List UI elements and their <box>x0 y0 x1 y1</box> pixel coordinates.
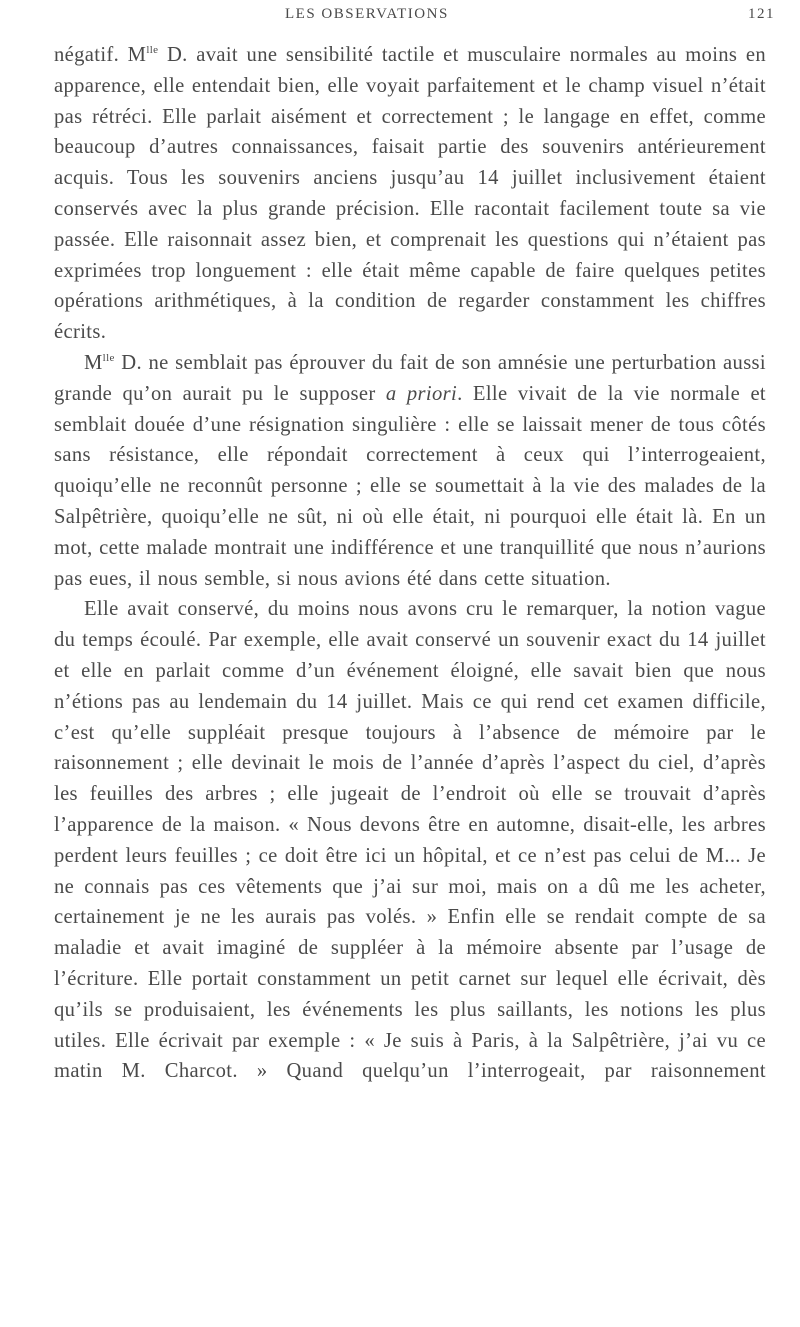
paragraph-text: M <box>84 351 103 374</box>
running-title: LES OBSERVATIONS <box>285 6 449 22</box>
paragraph-text: . Elle vivait de la vie normale et semblait douée d’une résignation singulière : elle se laissait mener de tous côtés sans résistance, elle répondait correctement à ceux qui l’interrogeaient, quoiqu’elle ne reconnût personne ; elle se soumettait à la vie des malades de la Salpêtrière, quoiqu’elle ne sût, ni où elle était, ni pourquoi elle était là. En un mot, cette malade montrait une indifférence et une tranquillité que nous n’aurions pas eues, il nous semble, si nous avions été dans cette situation. <box>54 382 767 590</box>
paragraph-1 <box>54 40 766 348</box>
paragraph-2 <box>54 348 766 594</box>
page-number: 121 <box>748 6 775 22</box>
running-head <box>0 6 800 26</box>
paragraph-text: D. ne semblait pas éprouver du fait de son amnésie une perturbation aussi grande qu’on aurait pu le supposer <box>54 351 766 405</box>
paragraph-3 <box>54 594 766 1087</box>
italic-phrase: a priori <box>385 382 458 405</box>
body-text <box>54 40 766 1087</box>
paragraph-text: négatif. M <box>54 44 147 66</box>
superscript-abbreviation: lle <box>102 351 115 364</box>
superscript-abbreviation: lle <box>146 44 159 56</box>
paragraph-text: D. avait une sensibilité tactile et musculaire normales au moins en apparence, elle entendait bien, elle voyait parfaitement et le champ visuel n’était pas rétréci. Elle parlait aisément et correctement ; le langage en effet, comme beaucoup d’autres connaissances, faisait partie des souvenirs antérieurement acquis. Tous les souvenirs anciens jusqu’au 14 juillet inclusivement étaient conservés avec la plus grande précision. Elle racontait facilement toute sa vie passée. Elle raisonnait assez bien, et comprenait les questions qui n’étaient pas exprimées trop longuement : elle était même capable de faire quelques petites opérations arithmétiques, à la condition de regarder constamment les chiffres écrits. <box>54 44 766 344</box>
paragraph-text: Elle avait conservé, du moins nous avons cru le remarquer, la notion vague du temps écoulé. Par exemple, elle avait conservé un souvenir exact du 14 juillet et elle en parlait comme d’un événement éloigné, elle savait bien que nous n’étions pas au lendemain du 14 juillet. Mais ce qui rend cet examen difficile, c’est qu’elle suppléait presque toujours à l’absence de mémoire par le raisonnement ; elle devinait le mois de l’année d’après l’aspect du ciel, d’après les feuilles des arbres ; elle jugeait de l’endroit où elle se trouvait d’après l’apparence de la maison. « Nous devons être en automne, disait-elle, les arbres perdent leurs feuilles ; ce doit être ici un hôpital, et ce n’est pas celui de M... Je ne connais pas ces vêtements que j’ai sur moi, mais on a dû me les acheter, certainement je ne les aurais pas volés. » Enfin elle se rendait compte de sa maladie et avait imaginé de suppléer à la mémoire absente par l’usage de l’écriture. Elle portait constamment un petit carnet sur lequel elle écrivait, dès qu’ils se produisaient, les événements les plus saillants, les notions les plus utiles. Elle écrivait par exemple : « Je suis à Paris, à la Salpêtrière, j’ai vu ce matin M. Charcot. » Quand quelqu’un l’interrogeait, par raisonnement <box>54 598 766 1083</box>
